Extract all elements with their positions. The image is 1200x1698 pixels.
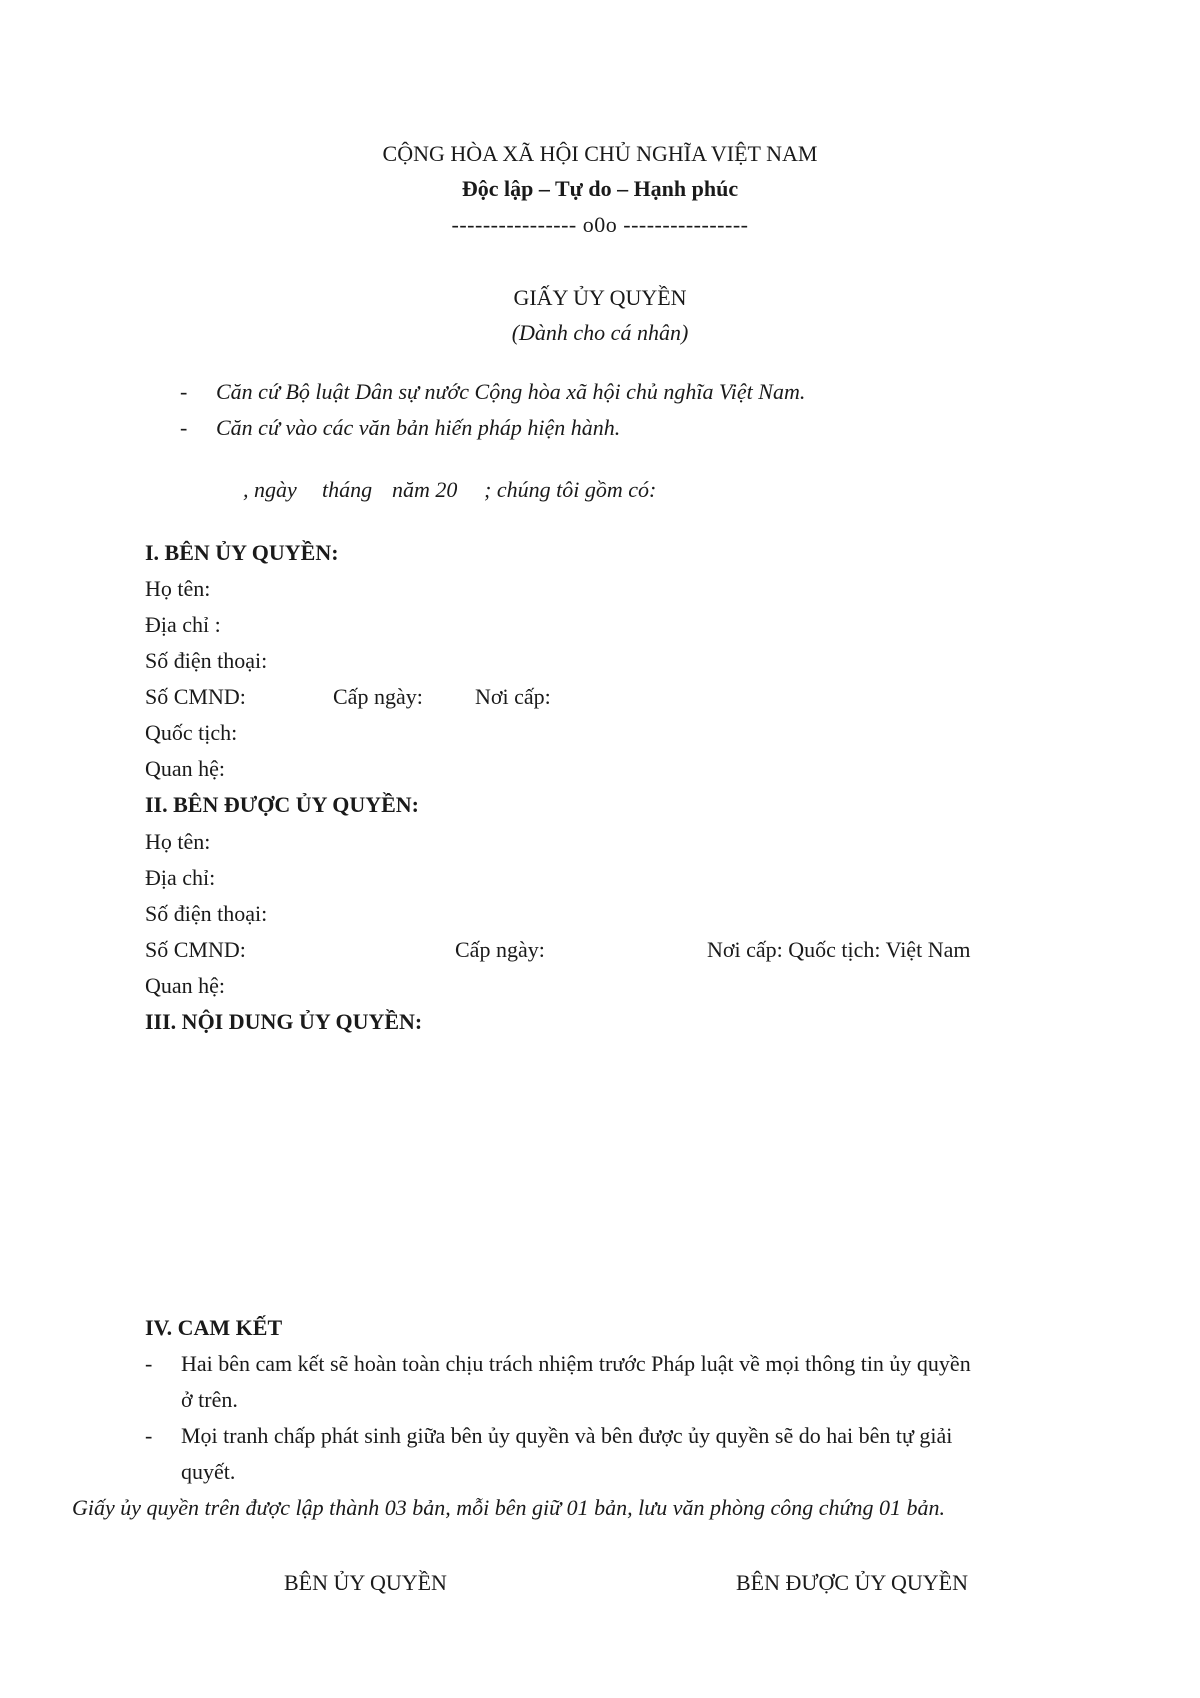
principal-name-label: Họ tên: bbox=[145, 576, 211, 601]
document-title: GIẤY ỦY QUYỀN bbox=[513, 285, 687, 310]
signature-agent: BÊN ĐƯỢC ỦY QUYỀN bbox=[736, 1570, 968, 1595]
agent-issue-place-nationality: Nơi cấp: Quốc tịch: Việt Nam bbox=[707, 937, 971, 962]
agent-address-label: Địa chỉ: bbox=[145, 865, 216, 890]
date-line-rest: ; chúng tôi gồm có: bbox=[484, 477, 657, 502]
nation-title: CỘNG HÒA XÃ HỘI CHỦ NGHĨA VIỆT NAM bbox=[382, 141, 818, 166]
principal-address-label: Địa chỉ : bbox=[145, 612, 221, 637]
commitment-item-continued: ở trên. bbox=[181, 1387, 238, 1412]
principal-issue-place-label: Nơi cấp: bbox=[475, 684, 551, 709]
principal-id-label: Số CMND: bbox=[145, 684, 246, 709]
signature-principal: BÊN ỦY QUYỀN bbox=[284, 1570, 447, 1595]
commitment-item-continued: quyết. bbox=[181, 1459, 236, 1484]
date-day-label: , ngày bbox=[243, 477, 297, 502]
principal-nationality-label: Quốc tịch: bbox=[145, 720, 238, 745]
bullet-dash: - bbox=[180, 379, 188, 404]
legal-basis-item: Căn cứ vào các văn bản hiến pháp hiện hành. bbox=[216, 415, 621, 440]
agent-name-label: Họ tên: bbox=[145, 829, 211, 854]
legal-basis-item: Căn cứ Bộ luật Dân sự nước Cộng hòa xã hội chủ nghĩa Việt Nam. bbox=[216, 379, 806, 404]
principal-issue-date-label: Cấp ngày: bbox=[333, 684, 423, 709]
section4-heading: IV. CAM KẾT bbox=[145, 1315, 283, 1340]
bullet-dash: - bbox=[145, 1351, 153, 1376]
agent-relation-label: Quan hệ: bbox=[145, 973, 226, 998]
commitment-item: Hai bên cam kết sẽ hoàn toàn chịu trách nhiệm trước Pháp luật về mọi thông tin ủy quyền bbox=[181, 1351, 971, 1376]
commitment-item: Mọi tranh chấp phát sinh giữa bên ủy quyền và bên được ủy quyền sẽ do hai bên tự giải bbox=[181, 1423, 953, 1448]
section1-heading: I. BÊN ỦY QUYỀN: bbox=[145, 540, 339, 565]
bullet-dash: - bbox=[145, 1423, 153, 1448]
header-divider: ---------------- o0o ---------------- bbox=[451, 212, 749, 237]
date-year-label: năm 20 bbox=[392, 477, 458, 502]
section3-heading: III. NỘI DUNG ỦY QUYỀN: bbox=[145, 1009, 423, 1034]
principal-relation-label: Quan hệ: bbox=[145, 756, 226, 781]
agent-phone-label: Số điện thoại: bbox=[145, 901, 268, 926]
bullet-dash: - bbox=[180, 415, 188, 440]
date-month-label: tháng bbox=[322, 477, 373, 502]
document-subtitle: (Dành cho cá nhân) bbox=[511, 320, 689, 345]
principal-phone-label: Số điện thoại: bbox=[145, 648, 268, 673]
section2-heading: II. BÊN ĐƯỢC ỦY QUYỀN: bbox=[145, 792, 419, 817]
national-motto: Độc lập – Tự do – Hạnh phúc bbox=[461, 176, 739, 201]
agent-issue-date-label: Cấp ngày: bbox=[455, 937, 545, 962]
closing-statement: Giấy ủy quyền trên được lập thành 03 bản, mỗi bên giữ 01 bản, lưu văn phòng công chứng 01 bản. bbox=[72, 1495, 946, 1520]
agent-id-label: Số CMND: bbox=[145, 937, 246, 962]
